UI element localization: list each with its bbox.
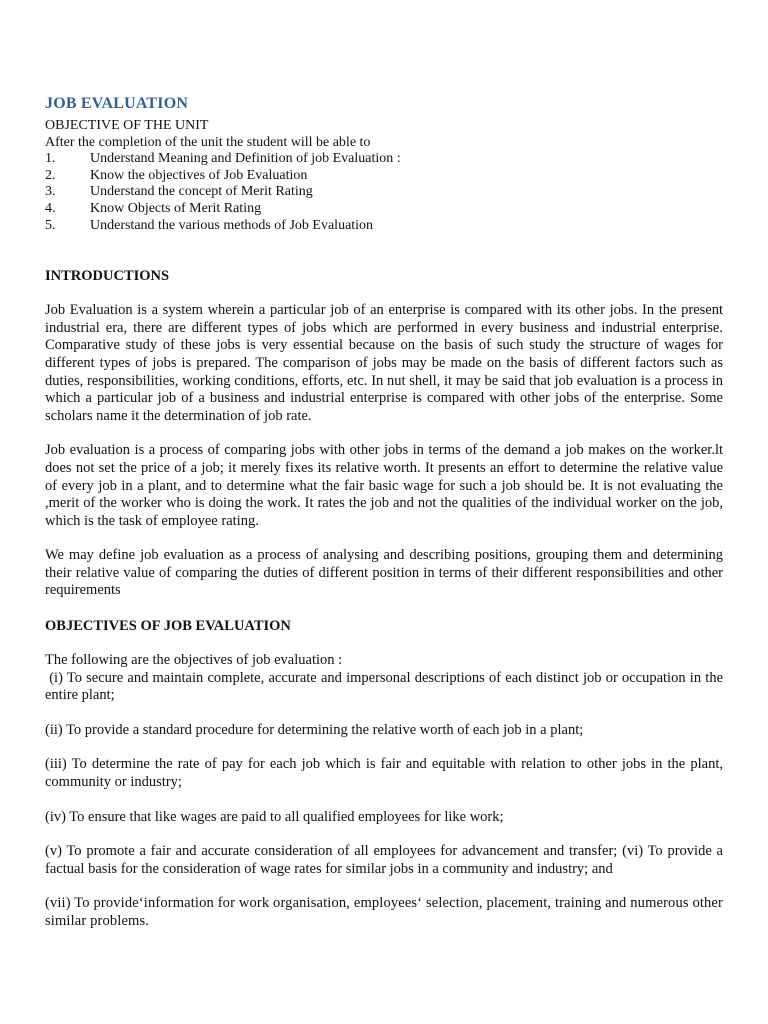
objective-item: (v) To promote a fair and accurate consideration of all employees for advancement and transfer; (vi) To provide a factual basis for the consideration of wage rates for similar jobs in a community and industry; and xyxy=(45,843,723,877)
objective-item: (iii) To determine the rate of pay for each job which is fair and equitable with relation to other jobs in the plant, community or industry; xyxy=(45,756,723,791)
list-item-number: 2. xyxy=(45,167,56,183)
intro-paragraph: We may define job evaluation as a process of analysing and describing positions, grouping them and determining their relative value of comparing the duties of different position in terms of their different responsibilities and other requirements xyxy=(45,547,723,599)
intro-paragraph: Job evaluation is a process of comparing jobs with other jobs in terms of the demand a job makes on the worker.lt does not set the price of a job; it merely fixes its relative worth. It presents an effort to determine the relative value of every job in a plant, and to determine what the fair basic wage for such a job should be. It is not evaluating the ,merit of the worker who is doing the work. It rates the job and not the qualities of the individual worker on the job, which is the task of employee rating. xyxy=(45,442,723,529)
list-item-number: 4. xyxy=(45,200,56,216)
list-item-number: 1. xyxy=(45,151,56,167)
document-title: JOB EVALUATION xyxy=(45,95,189,112)
list-item-text: Understand Meaning and Definition of job Evaluation : xyxy=(90,151,401,167)
objective-unit-heading: OBJECTIVE OF THE UNIT xyxy=(45,118,209,133)
objectives-heading: OBJECTIVES OF JOB EVALUATION xyxy=(45,618,291,635)
unit-goals-list xyxy=(45,151,723,234)
introductions-heading: INTRODUCTIONS xyxy=(45,268,170,285)
document-page xyxy=(45,94,727,931)
list-item-text: Understand the concept of Merit Rating xyxy=(90,184,313,200)
list-item xyxy=(45,151,723,168)
objective-item: (ii) To provide a standard procedure for determining the relative worth of each job in a plant; xyxy=(45,721,584,738)
list-item-text: Understand the various methods of Job Evaluation xyxy=(90,217,374,233)
list-item xyxy=(45,184,723,201)
list-item-number: 3. xyxy=(45,184,56,200)
objective-item: (i) To secure and maintain complete, accurate and impersonal descriptions of each distinct job or occupation in the entire plant; xyxy=(45,669,727,704)
list-item-number: 5. xyxy=(45,217,56,233)
list-item-text: Know the objectives of Job Evaluation xyxy=(90,167,308,183)
objectives-lead: The following are the objectives of job evaluation : xyxy=(45,652,343,669)
objective-item: (iv) To ensure that like wages are paid to all qualified employees for like work; xyxy=(45,808,504,825)
objective-item: (vii) To provide‘information for work organisation, employees‘ selection, placement, training and numerous other similar problems. xyxy=(45,895,723,929)
list-item xyxy=(45,201,723,218)
objective-unit-intro: After the completion of the unit the student will be able to xyxy=(45,134,371,150)
intro-paragraph: Job Evaluation is a system wherein a particular job of an enterprise is compared with its other jobs. In the present industrial era, there are different types of jobs which are performed in every business and industrial enterprise. Comparative study of these jobs is very essential because on the basis of such study the structure of wages for different types of jobs is prepared. The comparison of jobs may be made on the basis of different factors such as duties, responsibilities, working conditions, efforts, etc. In nut shell, it may be said that job evaluation is a process in which a particular job of a business and industrial enterprise is compared with other jobs of the enterprise. Some scholars name it the determination of job rate. xyxy=(45,302,723,424)
list-item-text: Know Objects of Merit Rating xyxy=(90,200,262,216)
list-item xyxy=(45,168,723,185)
list-item xyxy=(45,218,723,235)
